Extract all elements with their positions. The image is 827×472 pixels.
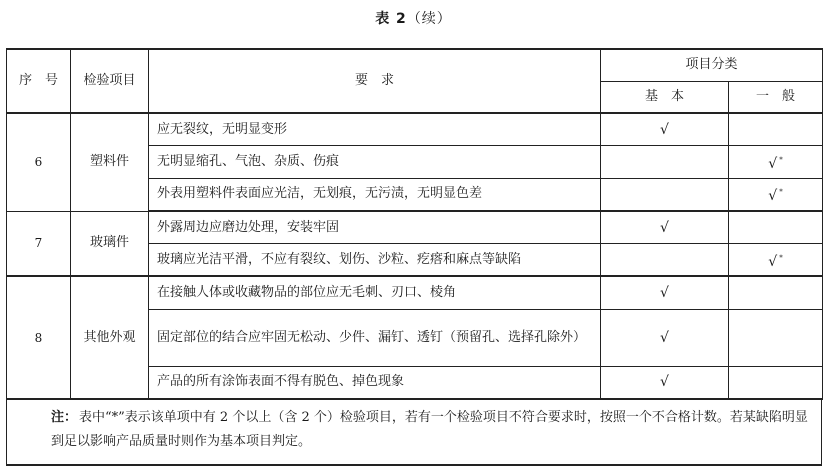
requirement-cell: 无明显缩孔、气泡、杂质、伤痕	[149, 146, 601, 179]
asterisk-mark: *	[779, 188, 783, 197]
item-cell: 玻璃件	[71, 211, 149, 276]
requirement-cell: 固定部位的结合应牢固无松动、少件、漏钉、透钉（预留孔、选择孔除外）	[149, 309, 601, 366]
basic-mark: √	[601, 211, 729, 244]
header-basic: 基 本	[601, 81, 729, 113]
seq-cell: 6	[7, 113, 71, 211]
header-item: 检验项目	[71, 49, 149, 113]
table-row	[7, 211, 823, 244]
basic-mark: √	[601, 309, 729, 366]
header-requirement: 要 求	[149, 49, 601, 113]
asterisk-mark: *	[779, 156, 783, 164]
general-mark: √ *	[729, 178, 823, 211]
general-mark: √ *	[729, 244, 823, 277]
table-title-suffix: （续）	[406, 11, 452, 27]
header-seq: 序 号	[7, 49, 71, 113]
header-general: 一 般	[729, 81, 823, 113]
note-text: 表中“*”表示该单项中有 2 个以上（含 2 个）检验项目，若有一个检验项目不符合要求时，按照一个不合格计数。若某缺陷明显到足以影响产品质量时则作为基本项目判定。	[51, 410, 808, 449]
table-note	[6, 400, 822, 466]
seq-cell: 7	[7, 211, 71, 276]
header-category: 项目分类	[601, 49, 823, 81]
inspection-table	[6, 48, 823, 400]
general-mark: √ *	[729, 146, 823, 179]
requirement-cell: 外露周边应磨边处理，安装牢固	[149, 211, 601, 244]
table-row	[7, 276, 823, 309]
general-mark	[729, 309, 823, 366]
basic-mark: √	[601, 366, 729, 399]
basic-mark: √	[601, 276, 729, 309]
asterisk-mark: *	[779, 253, 783, 262]
basic-mark: √	[601, 113, 729, 146]
table-title-main: 表 2	[375, 11, 407, 27]
item-cell: 塑料件	[71, 113, 149, 211]
note-label: 注：	[51, 410, 78, 425]
basic-mark	[601, 244, 729, 277]
general-mark	[729, 113, 823, 146]
table-title	[0, 8, 827, 28]
basic-mark	[601, 178, 729, 211]
seq-cell: 8	[7, 276, 71, 399]
requirement-cell: 外表用塑料件表面应光洁，无划痕，无污渍，无明显色差	[149, 178, 601, 211]
basic-mark	[601, 146, 729, 179]
general-mark	[729, 366, 823, 399]
requirement-cell: 在接触人体或收藏物品的部位应无毛刺、刃口、棱角	[149, 276, 601, 309]
general-mark	[729, 211, 823, 244]
requirement-cell: 应无裂纹，无明显变形	[149, 113, 601, 146]
general-mark	[729, 276, 823, 309]
requirement-cell: 产品的所有涂饰表面不得有脱色、掉色现象	[149, 366, 601, 399]
requirement-cell: 玻璃应光洁平滑，不应有裂纹、划伤、沙粒、疙瘩和麻点等缺陷	[149, 244, 601, 277]
table-row	[7, 113, 823, 146]
item-cell: 其他外观	[71, 276, 149, 399]
